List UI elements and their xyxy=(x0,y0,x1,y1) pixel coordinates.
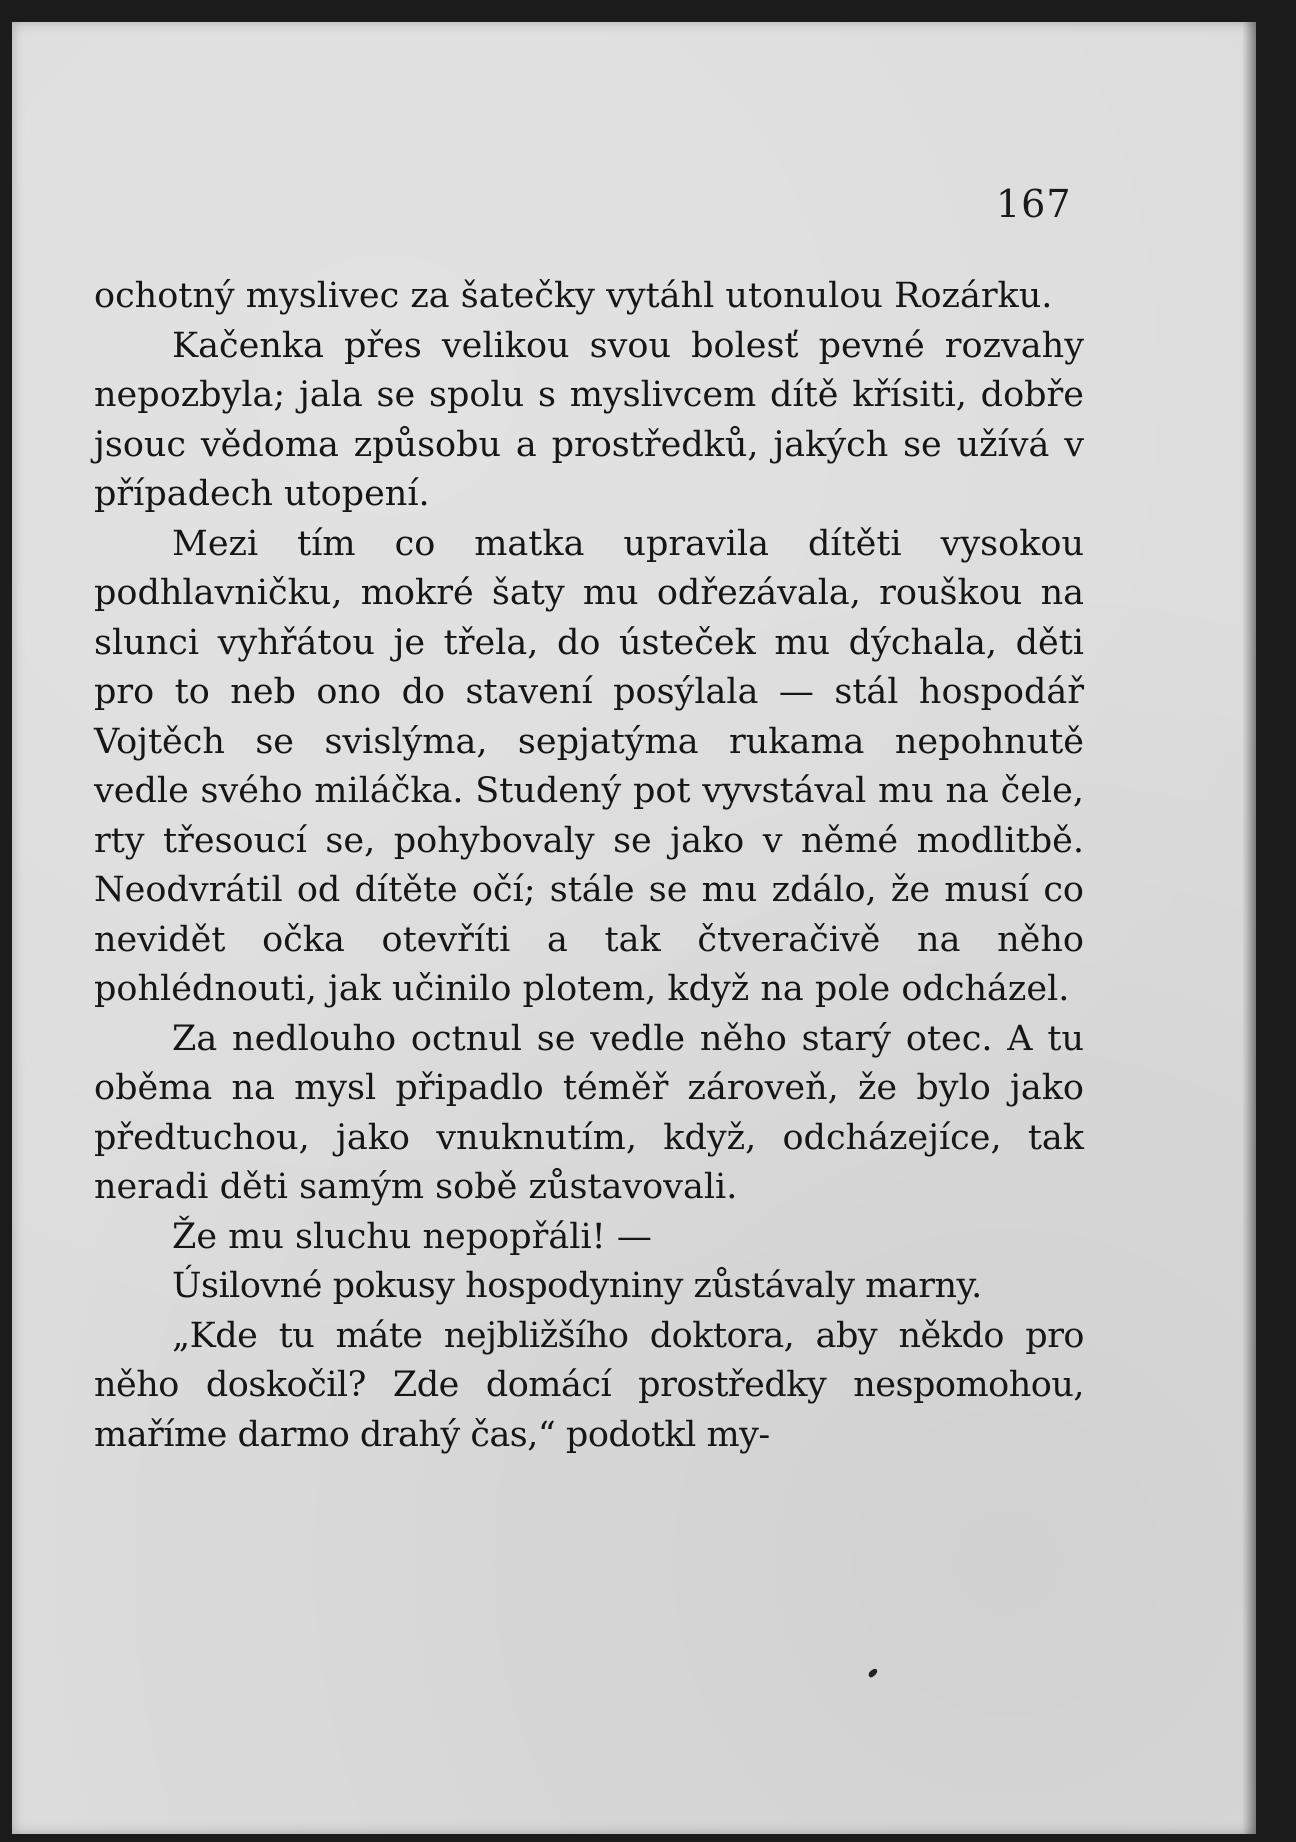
paragraph-4: Za nedlouho octnul se vedle něho starý otec. A tu oběma na mysl připadlo téměř zároveň, že bylo jako předtuchou, jako vnuknutím, když, odcházejíce, tak neradi děti samým sobě zůstavovali. xyxy=(94,1018,1084,1207)
paragraph-3: Mezi tím co matka upravila dítěti vysokou podhlavničku, mokré šaty mu odřezávala, rouškou na slunci vyhřátou je třela, do ústeček mu dýchala, děti pro to neb ono do stavení posýlala — stál hospodář Vojtěch se svislýma, sepjatýma rukama nepohnutě vedle svého miláčka. Studený pot vyvstával mu na čele, rty třesoucí se, pohybovaly se jako v němé modlitbě. Neodvrátil od dítěte očí; stále se mu zdálo, že musí co nevidět očka otevříti a tak čtveračivě na něho pohlédnouti, jak učinilo plotem, když na pole odcházel. xyxy=(94,523,1084,1009)
book-page xyxy=(12,22,1256,1834)
paragraph-1: ochotný myslivec za šatečky vytáhl utonulou Rozárku. xyxy=(94,276,1053,316)
paragraph-5: Že mu sluchu nepopřáli! — xyxy=(172,1216,652,1257)
ink-speck xyxy=(867,1668,879,1679)
body-text xyxy=(94,272,1084,1460)
page-edge-shadow xyxy=(1242,22,1256,1834)
page-number: 167 xyxy=(996,182,1072,226)
paragraph-2: Kačenka přes velikou svou bolesť pevné rozvahy nepozbyla; jala se spolu s myslivcem dítě křísiti, dobře jsouc vědoma způsobu a prostředků, jakých se užívá v případech utopení. xyxy=(94,325,1084,514)
paragraph-7: „Kde tu máte nejbližšího doktora, aby někdo pro něho doskočil? Zde domácí prostředky nespomohou, maříme darmo drahý čas,“ podotkl my- xyxy=(94,1315,1084,1455)
paragraph-6: Úsilovné pokusy hospodyniny zůstávaly marny. xyxy=(172,1266,982,1306)
